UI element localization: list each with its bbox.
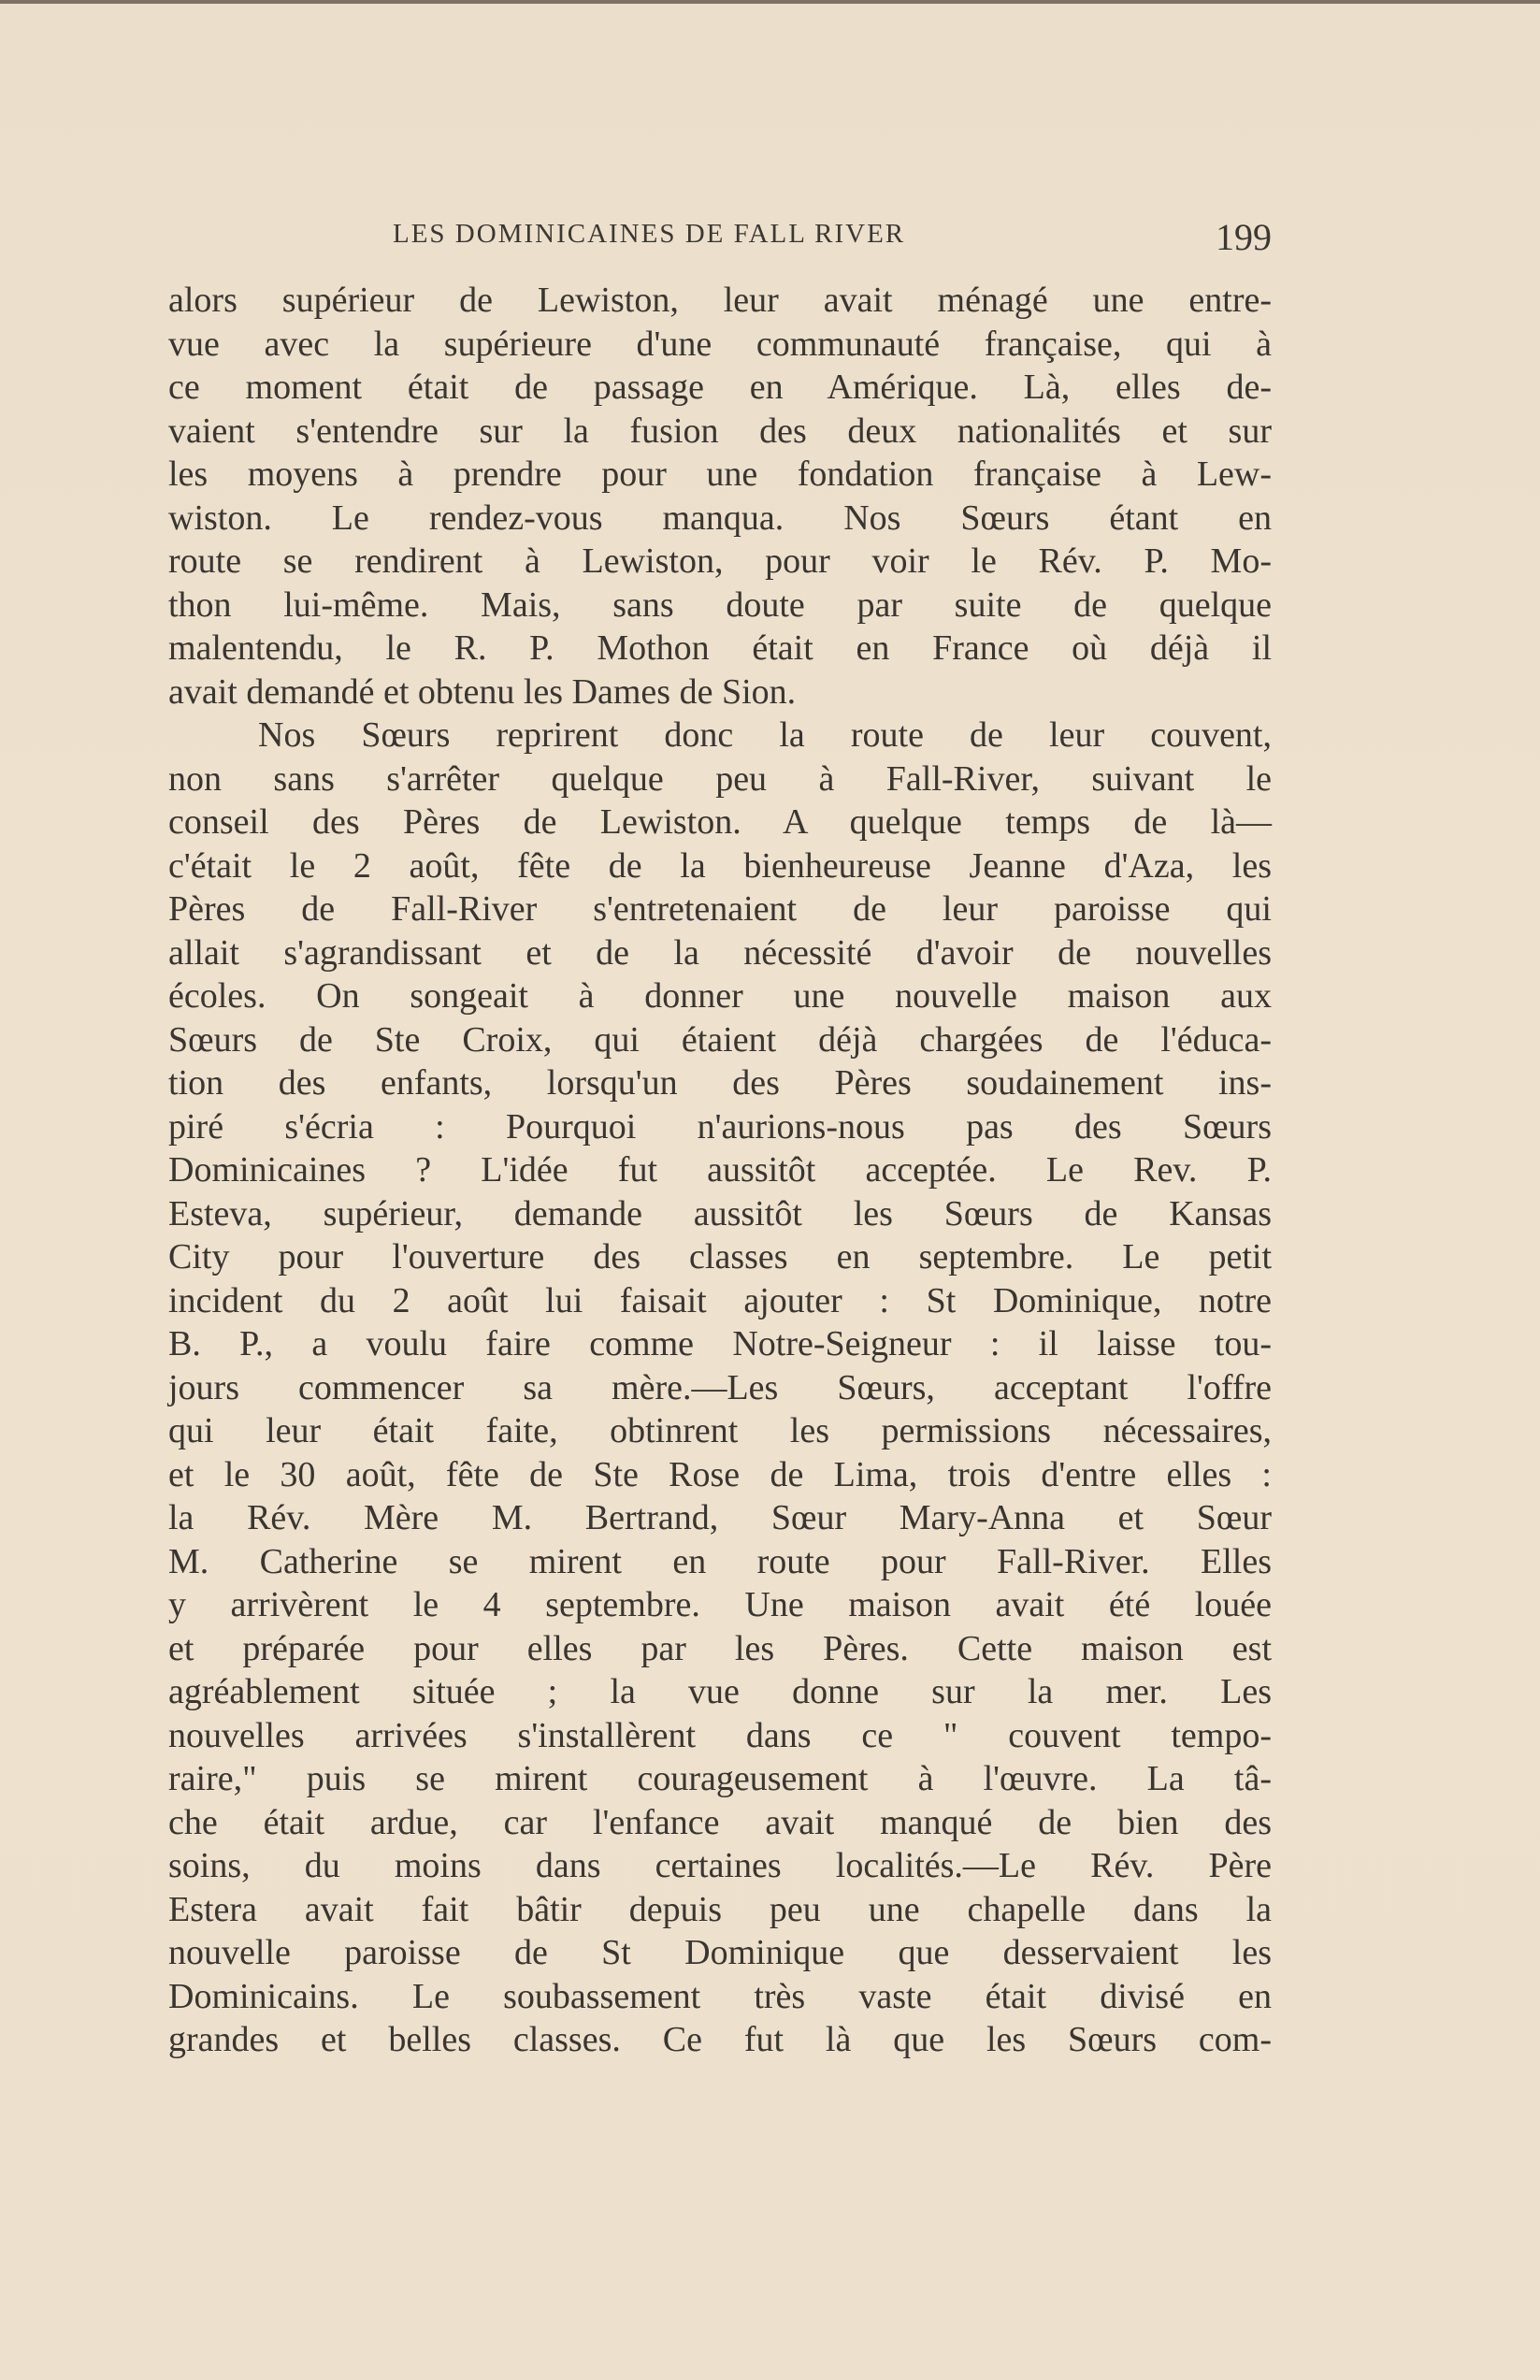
page-header bbox=[168, 211, 1272, 267]
text-line: vaient s'entendre sur la fusion des deux nationalités et sur bbox=[168, 411, 1272, 451]
text-line: et le 30 août, fête de Ste Rose de Lima, trois d'entre elles : bbox=[168, 1454, 1272, 1494]
text-line: Dominicaines ? L'idée fut aussitôt acceptée. Le Rev. P. bbox=[168, 1150, 1272, 1190]
text-line: les moyens à prendre pour une fondation française à Lew- bbox=[168, 454, 1272, 494]
text-line: route se rendirent à Lewiston, pour voir le Rév. P. Mo- bbox=[168, 541, 1272, 581]
text-line: la Rév. Mère M. Bertrand, Sœur Mary-Anna et Sœur bbox=[168, 1498, 1272, 1537]
text-line: malentendu, le R. P. Mothon était en France où déjà il bbox=[168, 628, 1272, 668]
text-line: nouvelle paroisse de St Dominique que desservaient les bbox=[168, 1933, 1272, 1972]
text-line: Esteva, supérieur, demande aussitôt les Sœurs de Kansas bbox=[168, 1193, 1272, 1233]
text-line: soins, du moins dans certaines localités.—Le Rév. Père bbox=[168, 1846, 1272, 1885]
text-line: y arrivèrent le 4 septembre. Une maison avait été louée bbox=[168, 1585, 1272, 1624]
text-line: c'était le 2 août, fête de la bienheureuse Jeanne d'Aza, les bbox=[168, 845, 1272, 886]
page-top-edge bbox=[0, 0, 1540, 4]
text-line-paragraph-start: Nos Sœurs reprirent donc la route de leur couvent, bbox=[258, 715, 1272, 755]
text-line: tion des enfants, lorsqu'un des Pères soudainement ins- bbox=[168, 1063, 1272, 1103]
text-line: City pour l'ouverture des classes en septembre. Le petit bbox=[168, 1237, 1272, 1277]
text-line: agréablement située ; la vue donne sur la mer. Les bbox=[168, 1672, 1272, 1711]
text-line: jours commencer sa mère.—Les Sœurs, acceptant l'offre bbox=[168, 1367, 1272, 1407]
body-text bbox=[168, 279, 1272, 2062]
text-line: allait s'agrandissant et de la nécessité d'avoir de nouvelles bbox=[168, 932, 1272, 973]
text-line: piré s'écria : Pourquoi n'aurions-nous pas des Sœurs bbox=[168, 1106, 1272, 1147]
text-line: vue avec la supérieure d'une communauté française, qui à bbox=[168, 324, 1272, 364]
text-line: qui leur était faite, obtinrent les permissions nécessaires, bbox=[168, 1411, 1272, 1450]
text-line: et préparée pour elles par les Pères. Cette maison est bbox=[168, 1628, 1272, 1668]
text-line: grandes et belles classes. Ce fut là que les Sœurs com- bbox=[168, 2020, 1272, 2059]
text-line: B. P., a voulu faire comme Notre-Seigneur : il laisse tou- bbox=[168, 1324, 1272, 1363]
text-line: non sans s'arrêter quelque peu à Fall-River, suivant le bbox=[168, 758, 1272, 799]
text-line: raire," puis se mirent courageusement à l'œuvre. La tâ- bbox=[168, 1759, 1272, 1798]
text-line: M. Catherine se mirent en route pour Fall-River. Elles bbox=[168, 1541, 1272, 1581]
text-line: avait demandé et obtenu les Dames de Sion. bbox=[168, 671, 797, 712]
text-line: incident du 2 août lui faisait ajouter : St Dominique, notre bbox=[168, 1280, 1272, 1320]
text-line: Dominicains. Le soubassement très vaste était divisé en bbox=[168, 1976, 1272, 2016]
text-line: Sœurs de Ste Croix, qui étaient déjà chargées de l'éduca- bbox=[168, 1019, 1272, 1060]
text-line: Estera avait fait bâtir depuis peu une chapelle dans la bbox=[168, 1889, 1272, 1929]
text-line: ce moment était de passage en Amérique. Là, elles de- bbox=[168, 368, 1272, 407]
page-number: 199 bbox=[1216, 216, 1272, 258]
text-line: nouvelles arrivées s'installèrent dans ce " couvent tempo- bbox=[168, 1715, 1272, 1755]
text-line: écoles. On songeait à donner une nouvelle maison aux bbox=[168, 976, 1272, 1016]
text-line: wiston. Le rendez-vous manqua. Nos Sœurs étant en bbox=[168, 498, 1272, 538]
text-line: conseil des Pères de Lewiston. A quelque temps de là— bbox=[168, 802, 1272, 842]
running-title: LES DOMINICAINES DE FALL RIVER bbox=[393, 219, 906, 249]
text-line: che était ardue, car l'enfance avait manqué de bien des bbox=[168, 1802, 1272, 1842]
text-line: Pères de Fall-River s'entretenaient de leur paroisse qui bbox=[168, 889, 1272, 929]
text-line: alors supérieur de Lewiston, leur avait ménagé une entre- bbox=[168, 281, 1272, 320]
text-line: thon lui-même. Mais, sans doute par suite de quelque bbox=[168, 584, 1272, 625]
